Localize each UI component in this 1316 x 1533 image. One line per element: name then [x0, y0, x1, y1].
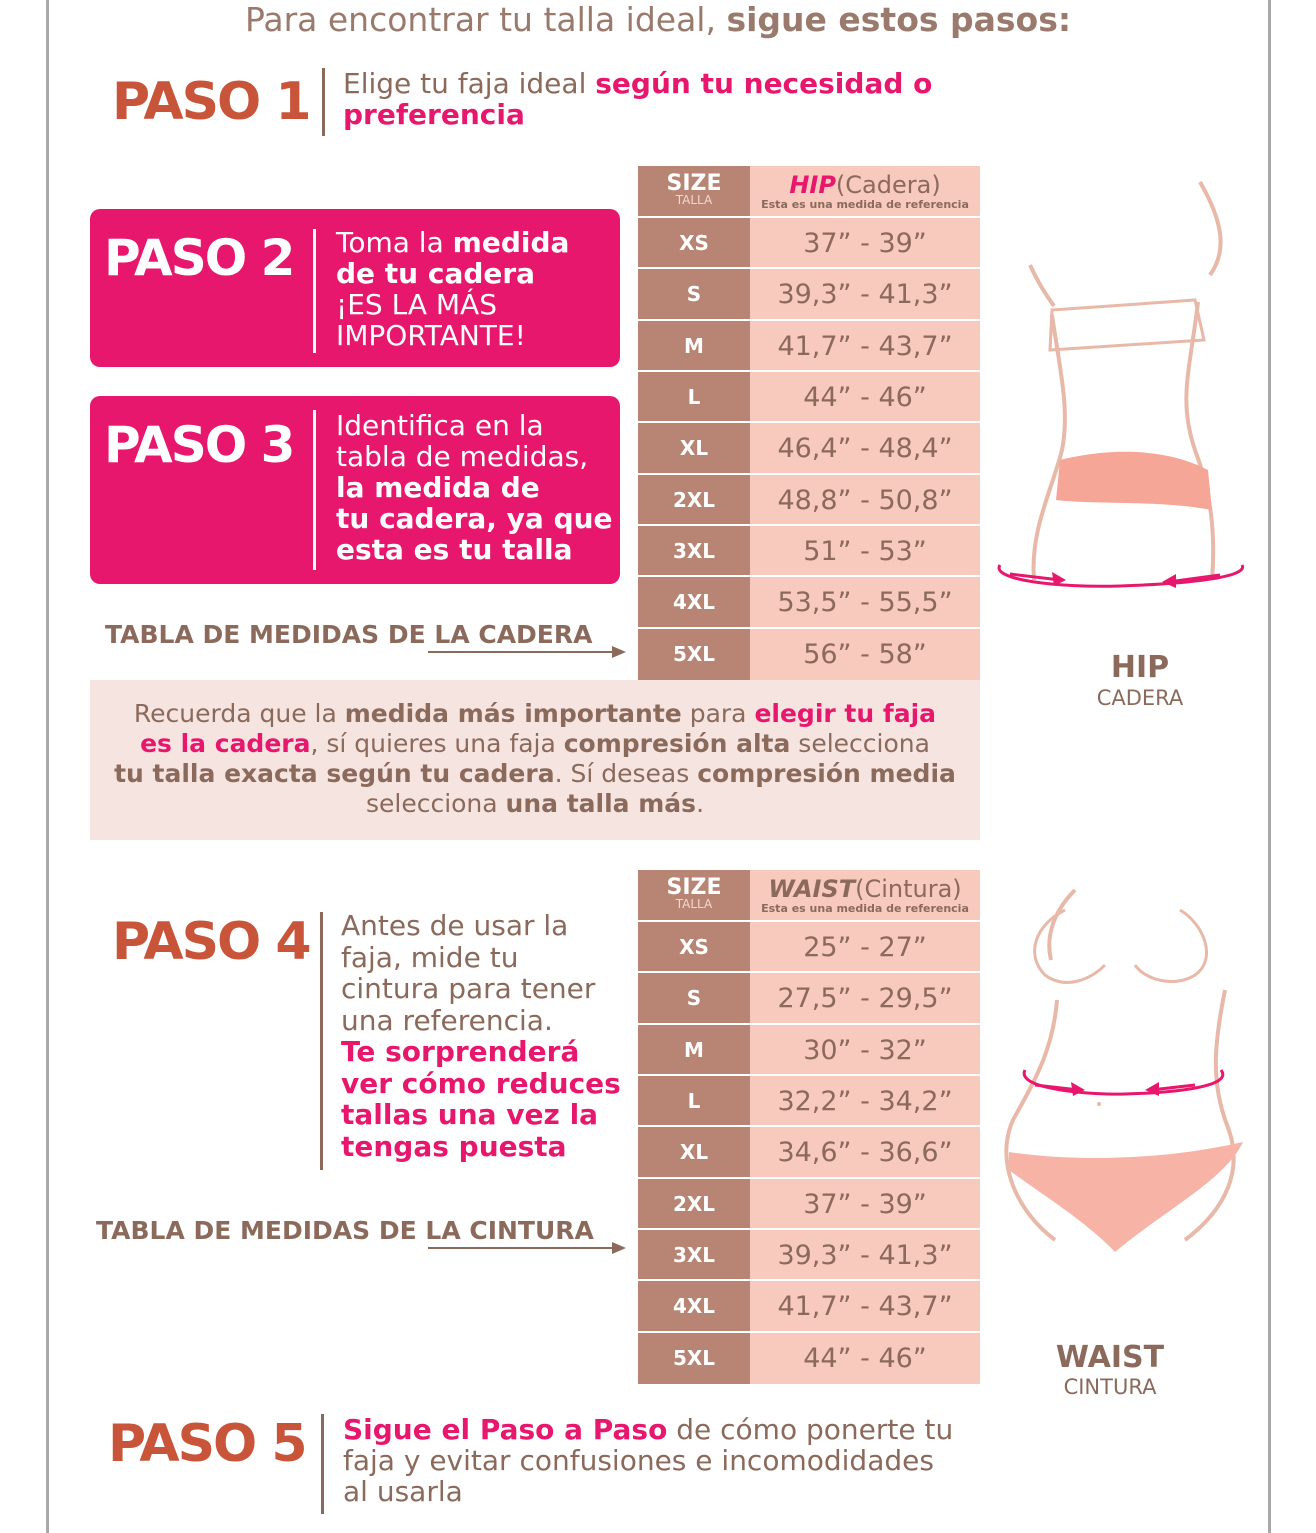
waist-size-table: [638, 870, 980, 1384]
paso3-line2: tabla de medidas,: [336, 440, 589, 473]
waist-value-cell: 30” - 32”: [803, 1034, 927, 1066]
waist-table-row: [638, 922, 980, 973]
reminder-p4: selecciona: [365, 789, 506, 818]
paso1-divider: [322, 68, 325, 136]
paso5-line2: faja y evitar confusiones e incomodidades: [343, 1444, 934, 1477]
reminder-p2: es la cadera: [140, 729, 311, 758]
waist-body-figure-icon: [995, 880, 1265, 1340]
paso5-line1-b: de cómo ponerte tu: [667, 1413, 954, 1446]
hip-value-cell: 37” - 39”: [803, 228, 927, 259]
paso4-line3: cintura para tener: [341, 972, 596, 1005]
reminder-p2d: selecciona: [790, 729, 930, 758]
hip-value-cell: 39,3” - 41,3”: [777, 279, 953, 311]
paso2-text: [336, 227, 616, 351]
paso5-text: [343, 1414, 1003, 1507]
paso1-text-b: según tu necesidad o: [595, 67, 933, 100]
paso3-box: [90, 396, 620, 584]
waist-header-title: [750, 876, 980, 902]
hip-size-cell: M: [684, 333, 704, 358]
waist-size-header-label: SIZE: [666, 875, 722, 900]
paso5-line3: al usarla: [343, 1475, 463, 1508]
waist-value-cell: 37” - 39”: [803, 1188, 927, 1220]
hip-table-label: TABLA DE MEDIDAS DE LA CADERA: [105, 620, 593, 649]
hip-table-row: [638, 218, 980, 269]
waist-table-row: [638, 1025, 980, 1076]
reminder-p3b: . Sí deseas: [554, 759, 698, 788]
hip-size-cell: 5XL: [672, 641, 716, 666]
hip-value-cell: 46,4” - 48,4”: [777, 433, 953, 465]
hip-table-row: [638, 423, 980, 474]
frame-left-border: [46, 0, 49, 1533]
paso1-text: [343, 68, 963, 130]
waist-header-title-big: WAIST: [768, 875, 856, 903]
reminder-p4b: una talla más: [505, 789, 697, 818]
hip-size-header-label: SIZE: [666, 171, 722, 196]
waist-size-cell: XS: [679, 935, 709, 959]
frame-right-border: [1268, 0, 1271, 1533]
paso2-line4: IMPORTANTE!: [336, 319, 526, 352]
hip-size-cell: 2XL: [672, 487, 716, 512]
reminder-line1: [90, 699, 980, 729]
waist-value-cell: 44” - 46”: [803, 1342, 927, 1374]
intro-text-b: sigue estos pasos:: [726, 0, 1072, 39]
paso5-line1-a: Sigue el Paso a Paso: [343, 1413, 668, 1446]
paso2-line3: ¡ES LA MÁS: [336, 288, 497, 321]
hip-size-header-sub: TALLA: [675, 193, 713, 207]
hip-size-table: [638, 166, 980, 680]
hip-table-row: [638, 577, 980, 628]
hip-size-cell: L: [687, 385, 701, 409]
reminder-p3: tu talla exacta según tu cadera: [114, 759, 555, 788]
paso3-label: PASO 3: [104, 416, 294, 474]
paso3-text: [336, 410, 618, 565]
hip-body-figure-icon: [990, 170, 1260, 660]
hip-size-cell: 3XL: [672, 539, 716, 563]
waist-table-row: [638, 1076, 980, 1127]
paso4-line4: una referencia.: [341, 1003, 553, 1037]
hip-value-cell: 44” - 46”: [803, 382, 927, 413]
waist-table-row: [638, 1333, 980, 1384]
paso4-line2: faja, mide tu: [341, 940, 519, 974]
paso4-text: [341, 910, 631, 1162]
waist-size-cell: XL: [679, 1140, 709, 1165]
waist-value-cell: 27,5” - 29,5”: [777, 983, 953, 1015]
hip-value-cell: 41,7” - 43,7”: [777, 330, 953, 362]
waist-size-header-sub: TALLA: [675, 897, 713, 911]
hip-table-row: [638, 372, 980, 423]
reminder-note: [90, 680, 980, 840]
waist-size-cell: S: [686, 986, 702, 1011]
paso2-line1-b: medida: [452, 226, 570, 259]
paso2-box: [90, 209, 620, 367]
paso4-divider: [320, 912, 323, 1170]
paso5-label: PASO 5: [108, 1414, 306, 1474]
waist-value-cell: 34,6” - 36,6”: [777, 1137, 953, 1169]
hip-size-cell: 4XL: [672, 590, 716, 615]
hip-header-title-big: HIP: [789, 171, 836, 199]
paso5-divider: [321, 1414, 324, 1514]
hip-table-row: [638, 475, 980, 526]
hip-table-row: [638, 526, 980, 577]
waist-rows: [638, 922, 980, 1384]
hip-value-cell: 56” - 58”: [803, 638, 927, 670]
reminder-p2b: , sí quieres una faja: [310, 729, 564, 758]
paso1-text-a: Elige tu faja ideal: [343, 67, 596, 100]
waist-size-cell: M: [684, 1037, 704, 1062]
paso4-line1: Antes de usar la: [341, 909, 569, 942]
paso3-line1: Identifica en la: [336, 409, 544, 442]
reminder-p1d: elegir tu faja: [754, 699, 937, 728]
waist-table-label: TABLA DE MEDIDAS DE LA CINTURA: [96, 1216, 594, 1245]
intro-heading: [60, 0, 1256, 39]
paso4-line8: tengas puesta: [341, 1129, 567, 1163]
waist-table-row: [638, 1230, 980, 1281]
reminder-p2c: compresión alta: [563, 729, 791, 758]
waist-size-cell: 5XL: [672, 1345, 716, 1370]
waist-figure-sub: CINTURA: [1063, 1375, 1157, 1399]
reminder-line2: [90, 729, 980, 759]
reminder-p1: Recuerda que la: [133, 699, 345, 728]
hip-value-cell: 51” - 53”: [803, 536, 927, 567]
paso2-line2: de tu cadera: [336, 257, 536, 290]
paso2-label: PASO 2: [104, 229, 294, 287]
reminder-p1c: para: [681, 699, 755, 728]
paso4-line6: ver cómo reduces: [341, 1066, 621, 1100]
paso4-label: PASO 4: [112, 912, 310, 972]
waist-header-title-small: (Cintura): [855, 875, 962, 903]
hip-figure-label: HIP: [1110, 650, 1170, 685]
waist-table-row: [638, 1179, 980, 1230]
reminder-p4c: .: [696, 789, 705, 818]
paso3-line3: la medida de: [336, 471, 540, 504]
waist-size-cell: L: [687, 1089, 701, 1113]
paso4-line7: tallas una vez la: [341, 1098, 599, 1131]
hip-rows: [638, 218, 980, 680]
hip-value-header: [750, 172, 980, 211]
reminder-line4: [90, 789, 980, 819]
paso2-divider: [313, 229, 316, 353]
waist-value-cell: 32,2” - 34,2”: [777, 1086, 953, 1117]
hip-header-note: Esta es una medida de referencia: [761, 198, 969, 211]
reminder-p3c: compresión media: [697, 759, 956, 788]
waist-value-cell: 41,7” - 43,7”: [777, 1291, 953, 1323]
waist-size-cell: 4XL: [672, 1294, 716, 1319]
waist-size-cell: 3XL: [672, 1243, 716, 1267]
paso1-text-c: preferencia: [343, 98, 525, 131]
waist-table-row: [638, 1127, 980, 1178]
hip-table-row: [638, 269, 980, 320]
hip-size-cell: XS: [679, 231, 709, 255]
waist-header-note: Esta es una medida de referencia: [761, 902, 969, 915]
waist-figure-label: WAIST: [1055, 1340, 1165, 1375]
waist-table-row: [638, 1281, 980, 1332]
hip-header-title: [750, 172, 980, 198]
paso4-line5: Te sorprenderá: [341, 1035, 580, 1068]
waist-value-cell: 25” - 27”: [803, 932, 927, 963]
waist-arrow-icon: [428, 1240, 628, 1256]
waist-size-cell: 2XL: [672, 1191, 716, 1216]
paso3-divider: [313, 410, 316, 570]
hip-arrow-icon: [428, 644, 628, 660]
reminder-line3: [90, 759, 980, 789]
paso3-line4: tu cadera, ya que: [336, 502, 613, 535]
hip-value-cell: 48,8” - 50,8”: [777, 484, 953, 516]
paso1-label: PASO 1: [112, 72, 310, 132]
waist-value-header: [750, 876, 980, 915]
waist-value-cell: 39,3” - 41,3”: [777, 1240, 953, 1271]
reminder-p1b: medida más importante: [344, 699, 682, 728]
hip-figure-sub: CADERA: [1096, 686, 1184, 710]
hip-size-cell: S: [686, 282, 702, 307]
hip-size-header: [638, 171, 750, 207]
hip-table-row: [638, 629, 980, 680]
waist-size-header: [638, 875, 750, 911]
paso3-line5: esta es tu talla: [336, 533, 573, 566]
waist-table-row: [638, 973, 980, 1024]
hip-table-row: [638, 321, 980, 372]
intro-text-a: Para encontrar tu talla ideal,: [244, 0, 727, 39]
hip-header-title-small: (Cadera): [835, 171, 941, 199]
hip-value-cell: 53,5” - 55,5”: [777, 587, 953, 619]
paso2-line1-a: Toma la: [336, 226, 453, 259]
hip-size-cell: XL: [679, 436, 709, 461]
